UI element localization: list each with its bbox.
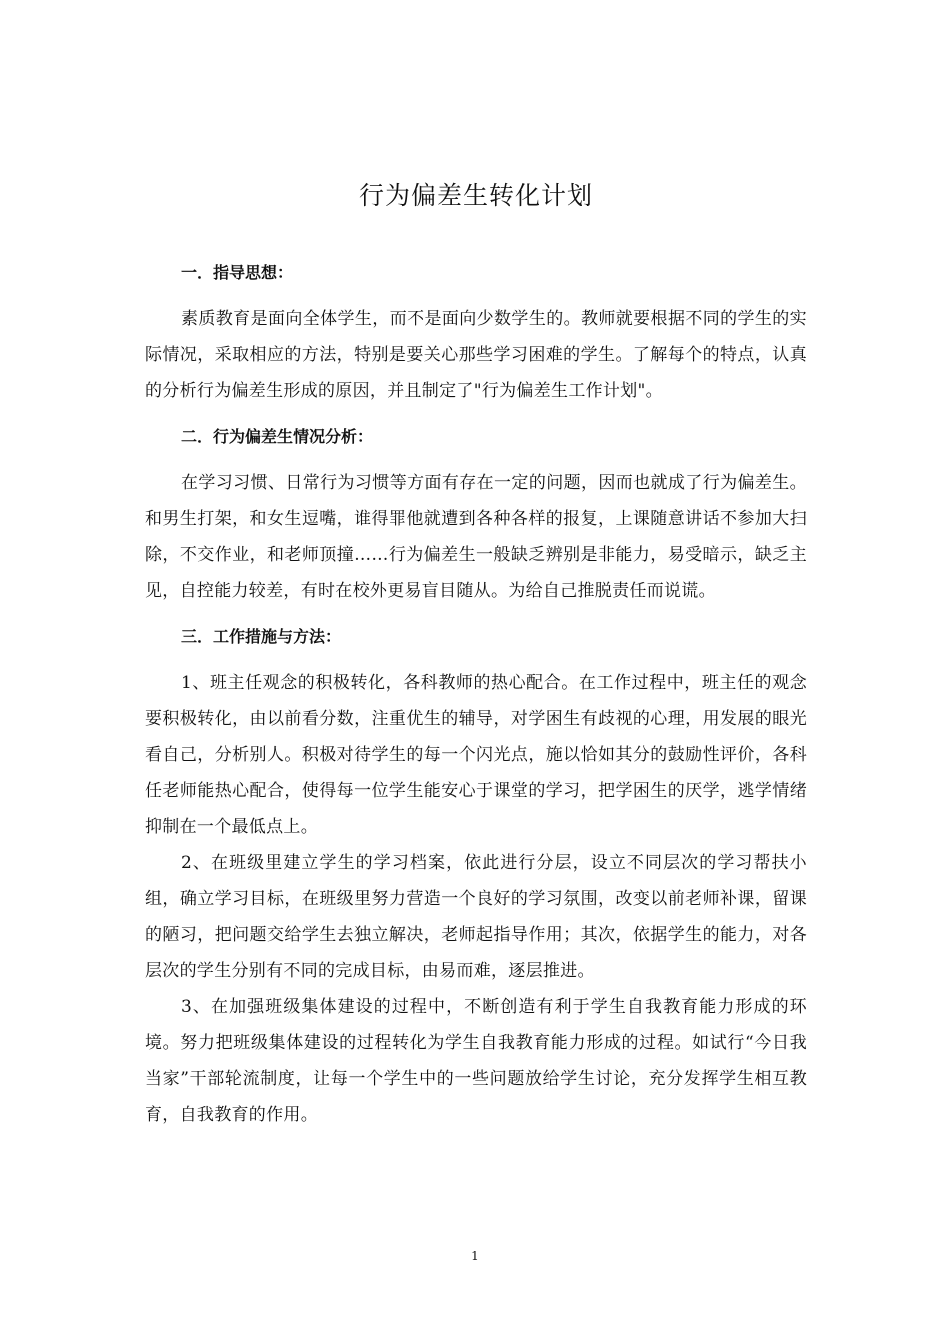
- section-guiding-thought: [145, 255, 807, 409]
- section-situation-analysis: [145, 419, 807, 609]
- section-heading: 三．工作措施与方法：: [181, 627, 342, 646]
- document-body: [145, 255, 807, 1133]
- section-paragraph: 2、在班级里建立学生的学习档案，依此进行分层，设立不同层次的学习帮扶小组，确立学习目标，在班级里努力营造一个良好的学习氛围，改变以前老师补课，留课的陋习，把问题交给学生去独立解决，老师起指导作用；其次，依据学生的能力，对各层次的学生分别有不同的完成目标，由易而难，逐层推进。: [145, 853, 807, 981]
- page-number: 1: [471, 1249, 479, 1263]
- section-measures-methods: [145, 619, 807, 1133]
- document-title: 行为偏差生转化计划: [358, 181, 593, 210]
- section-paragraph: 素质教育是面向全体学生，而不是面向少数学生的。教师就要根据不同的学生的实际情况，采取相应的方法，特别是要关心那些学习困难的学生。了解每个的特点，认真的分析行为偏差生形成的原因，并且制定了"行为偏差生工作计划"。: [145, 309, 807, 401]
- section-paragraph: 3、在加强班级集体建设的过程中，不断创造有利于学生自我教育能力形成的环境。努力把班级集体建设的过程转化为学生自我教育能力形成的过程。如试行“今日我当家”干部轮流制度，让每一个学生中的一些问题放给学生讨论，充分发挥学生相互教育，自我教育的作用。: [145, 997, 807, 1125]
- section-heading: 一．指导思想：: [181, 263, 294, 282]
- section-heading: 二．行为偏差生情况分析：: [181, 427, 374, 446]
- section-paragraph: 在学习习惯、日常行为习惯等方面有存在一定的问题，因而也就成了行为偏差生。和男生打架，和女生逗嘴，谁得罪他就遭到各种各样的报复，上课随意讲话不参加大扫除，不交作业，和老师顶撞……行为偏差生一般缺乏辨别是非能力，易受暗示，缺乏主见，自控能力较差，有时在校外更易盲目随从。为给自己推脱责任而说谎。: [145, 473, 807, 601]
- section-paragraph: 1、班主任观念的积极转化，各科教师的热心配合。在工作过程中，班主任的观念要积极转化，由以前看分数，注重优生的辅导，对学困生有歧视的心理，用发展的眼光看自己，分析别人。积极对待学生的每一个闪光点，施以恰如其分的鼓励性评价，各科任老师能热心配合，使得每一位学生能安心于课堂的学习，把学困生的厌学，逃学情绪抑制在一个最低点上。: [145, 673, 807, 837]
